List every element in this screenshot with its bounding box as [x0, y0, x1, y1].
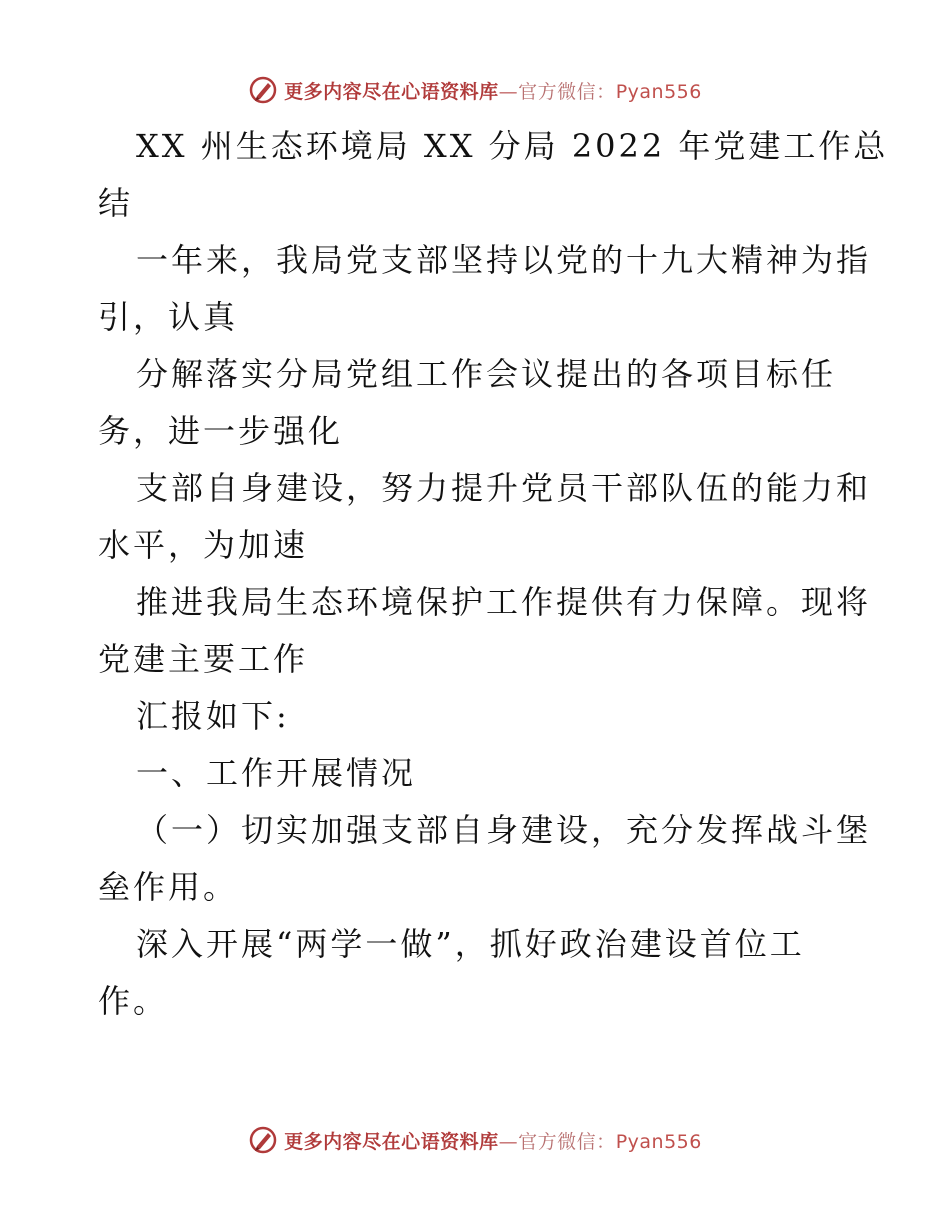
- header-banner-wechat-id: Pyan556: [615, 80, 702, 103]
- footer-banner-title: 更多内容尽在心语资料库: [284, 1130, 499, 1153]
- doc-paragraph-line: 水平，为加速: [98, 526, 309, 564]
- doc-paragraph-line: 分解落实分局党组工作会议提出的各项目标任: [136, 355, 837, 393]
- doc-paragraph-line: 作。: [98, 982, 169, 1020]
- header-banner: [0, 70, 950, 110]
- pen-logo-icon: [248, 75, 278, 105]
- footer-banner: [0, 1120, 950, 1160]
- doc-section-heading: 一、工作开展情况: [136, 754, 417, 792]
- header-banner-text: [284, 77, 702, 104]
- doc-paragraph-line: 深入开展“两学一做”，抓好政治建设首位工: [136, 925, 805, 963]
- doc-paragraph-line: 一年来，我局党支部坚持以党的十九大精神为指: [136, 241, 872, 279]
- doc-subsection-heading: （一）切实加强支部自身建设，充分发挥战斗堡: [136, 811, 872, 849]
- header-banner-title: 更多内容尽在心语资料库: [284, 80, 499, 103]
- footer-banner-dash: —: [498, 1130, 519, 1153]
- doc-title-line-1: XX 州生态环境局 XX 分局 2022 年党建工作总: [136, 127, 889, 165]
- doc-subsection-heading-cont: 垒作用。: [98, 868, 239, 906]
- doc-paragraph-line: 党建主要工作: [98, 640, 309, 678]
- document-body: [98, 118, 889, 1030]
- header-banner-dash: —: [498, 80, 519, 103]
- footer-banner-wechat-id: Pyan556: [615, 1130, 702, 1153]
- doc-paragraph-line: 务，进一步强化: [98, 412, 344, 450]
- doc-paragraph-line: 支部自身建设，努力提升党员干部队伍的能力和: [136, 469, 872, 507]
- header-banner-wechat-label: 官方微信：: [518, 80, 616, 103]
- doc-paragraph-line: 汇报如下:: [136, 697, 290, 735]
- doc-title-line-2: 结: [98, 184, 134, 222]
- footer-banner-wechat-label: 官方微信：: [518, 1130, 616, 1153]
- pen-logo-icon: [248, 1125, 278, 1155]
- footer-banner-text: [284, 1127, 702, 1154]
- doc-paragraph-line: 引，认真: [98, 298, 239, 336]
- doc-paragraph-line: 推进我局生态环境保护工作提供有力保障。现将: [136, 583, 872, 621]
